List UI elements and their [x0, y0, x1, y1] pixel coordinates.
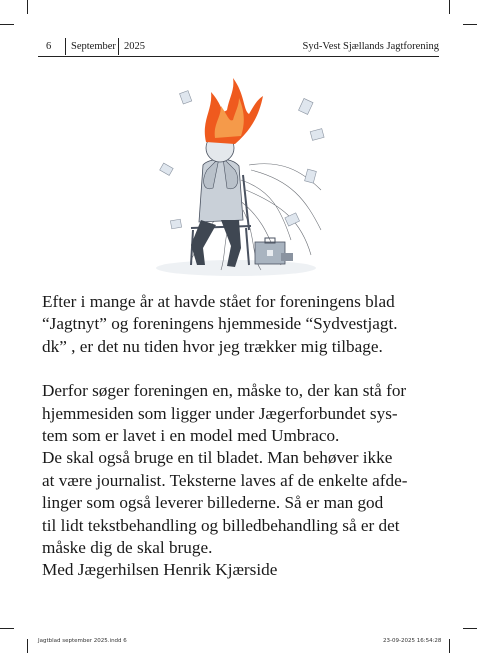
crop-mark	[0, 628, 14, 629]
paragraph-gap	[42, 358, 442, 380]
article-line: linger som også leverer billederne. Så er man god	[42, 493, 384, 513]
article-line: dk” , er det nu tiden hvor jeg trækker mig tilbage.	[42, 336, 383, 356]
crop-mark	[449, 639, 450, 653]
header-publisher: Syd-Vest Sjællands Jagtforening	[302, 41, 439, 52]
footer-file: Jagtblad september 2025.indd 6	[38, 638, 127, 644]
article-line: “Jagtnyt” og foreningens hjemmeside “Sydvestjagt.	[42, 314, 398, 334]
article-body	[42, 291, 442, 582]
briefcase	[255, 238, 285, 264]
burnout-illustration	[131, 70, 342, 281]
crop-mark	[27, 0, 28, 14]
article-line: Efter i mange år at havde stået for foreningens blad	[42, 292, 395, 311]
floor-device	[281, 253, 293, 261]
flames	[205, 78, 263, 144]
crop-mark	[463, 628, 477, 629]
article-line: De skal også bruge en til bladet. Man behøver ikke	[42, 448, 393, 468]
article-line: hjemmesiden som ligger under Jægerforbundet sys-	[42, 403, 398, 423]
burnout-illustration-graphic	[131, 70, 342, 281]
header-divider	[65, 38, 66, 55]
crop-mark	[27, 639, 28, 653]
header-year: 2025	[124, 41, 145, 52]
header-month: September	[71, 41, 116, 52]
crop-mark	[449, 0, 450, 14]
page-number: 6	[46, 41, 52, 52]
article-line: at være journalist. Teksterne laves af de enkelte afde-	[42, 470, 408, 490]
article-line: tem som er lavet i en model med Umbraco.	[42, 426, 340, 446]
article-line: til lidt tekstbehandling og billedbehandling så er det	[42, 515, 400, 535]
footer-timestamp: 23-09-2025 16:54:28	[383, 638, 442, 644]
article-line: Derfor søger foreningen en, måske to, der kan stå for	[42, 381, 407, 401]
seated-figure	[191, 134, 243, 267]
crop-mark	[0, 24, 14, 25]
header-divider	[118, 38, 119, 55]
article-signature: Med Jægerhilsen Henrik Kjærside	[42, 560, 278, 580]
article-line: måske dig de skal bruge.	[42, 538, 213, 558]
page-header	[38, 38, 439, 57]
crop-mark	[463, 24, 477, 25]
